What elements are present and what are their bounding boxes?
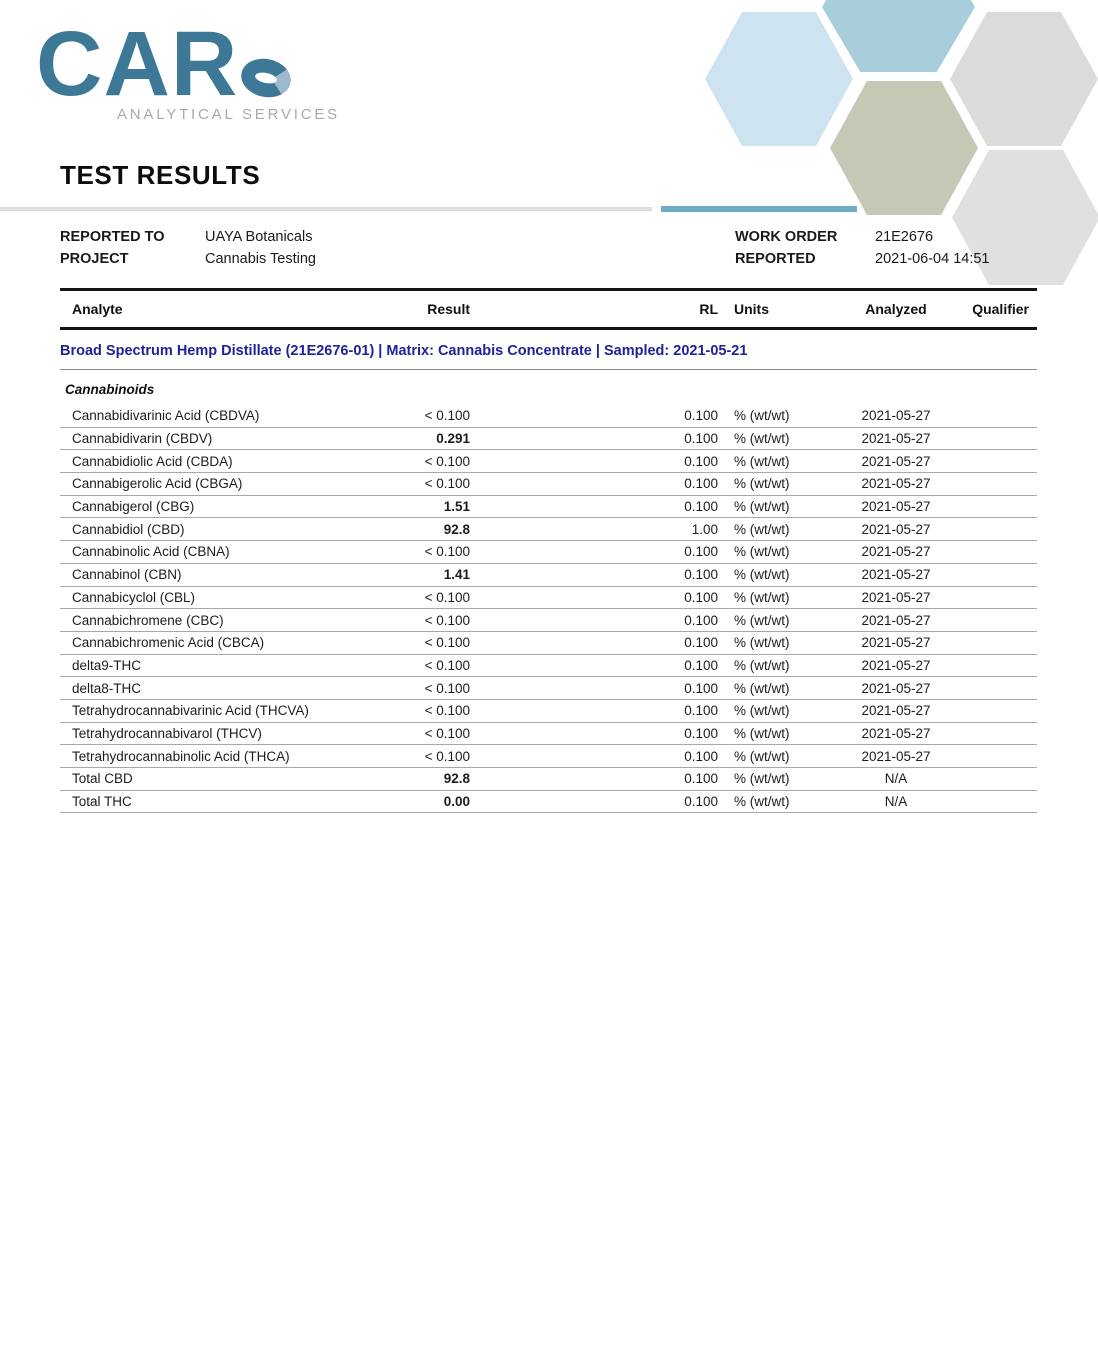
result-cell: 92.8 [443, 521, 470, 537]
hexagon-gray-top [950, 12, 1098, 146]
units-cell: % (wt/wt) [734, 521, 790, 537]
page-title: TEST RESULTS [60, 160, 261, 190]
units-cell: % (wt/wt) [734, 771, 790, 787]
work-order-row [735, 226, 990, 248]
analyte-cell: Cannabigerolic Acid (CBGA) [72, 476, 243, 492]
hexagon-olive [830, 81, 978, 215]
units-cell: % (wt/wt) [734, 408, 790, 424]
analyte-cell: Cannabidivarin (CBDV) [72, 431, 213, 447]
analyzed-cell: 2021-05-27 [861, 453, 931, 469]
analyte-cell: Cannabinol (CBN) [72, 567, 182, 583]
work-order-value: 21E2676 [875, 229, 934, 245]
sample-header: Broad Spectrum Hemp Distillate (21E2676-01) | Matrix: Cannabis Concentrate | Sampled: 2021-05-21 [60, 343, 748, 359]
units-cell: % (wt/wt) [734, 725, 790, 741]
column-header-result: Result [427, 301, 470, 317]
units-cell: % (wt/wt) [734, 453, 790, 469]
table-row [60, 655, 1037, 678]
rl-cell: 0.100 [684, 657, 718, 673]
rl-cell: 0.100 [684, 771, 718, 787]
table-row [60, 473, 1037, 496]
table-row [60, 723, 1037, 746]
logo-o-ring-icon [238, 54, 295, 102]
analyte-cell: delta8-THC [72, 680, 142, 696]
analyte-cell: Tetrahydrocannabivarinic Acid (THCVA) [72, 703, 309, 719]
analyzed-cell: 2021-05-27 [861, 748, 931, 764]
rl-cell: 0.100 [684, 476, 718, 492]
result-cell: 1.51 [443, 499, 470, 515]
analyzed-cell: N/A [884, 794, 908, 810]
work-order-label: WORK ORDER [735, 229, 838, 245]
result-cell: < 0.100 [424, 703, 470, 719]
result-cell: < 0.100 [424, 544, 470, 560]
result-cell: < 0.100 [424, 680, 470, 696]
table-row [60, 768, 1037, 791]
logo-wordmark-text: CAR [36, 13, 239, 115]
rl-cell: 0.100 [684, 589, 718, 605]
analyte-cell: Tetrahydrocannabivarol (THCV) [72, 725, 262, 741]
rl-cell: 0.100 [684, 725, 718, 741]
reported-to-label: REPORTED TO [60, 229, 165, 245]
units-cell: % (wt/wt) [734, 567, 790, 583]
result-cell: < 0.100 [424, 635, 470, 651]
analyte-cell: Total CBD [72, 771, 133, 787]
result-cell: < 0.100 [424, 453, 470, 469]
analyte-cell: Cannabidivarinic Acid (CBDVA) [72, 408, 260, 424]
analyzed-cell: 2021-05-27 [861, 657, 931, 673]
project-label: PROJECT [60, 251, 129, 267]
reported-to-value: UAYA Botanicals [205, 229, 313, 245]
units-cell: % (wt/wt) [734, 794, 790, 810]
result-cell: < 0.100 [424, 657, 470, 673]
caro-logo [36, 13, 291, 115]
analyte-cell: Cannabidiolic Acid (CBDA) [72, 453, 233, 469]
table-row [60, 609, 1037, 632]
rl-cell: 0.100 [684, 635, 718, 651]
result-cell: < 0.100 [424, 589, 470, 605]
rl-cell: 0.100 [684, 544, 718, 560]
reported-row [735, 248, 990, 270]
table-row [60, 745, 1037, 768]
result-cell: 0.291 [436, 431, 470, 447]
project-row [60, 248, 316, 270]
hexagon-medium-blue [822, 0, 975, 72]
logo-tagline: ANALYTICAL SERVICES [117, 106, 340, 123]
column-header-units: Units [734, 301, 769, 317]
analyzed-cell: N/A [884, 771, 908, 787]
analyzed-cell: 2021-05-27 [861, 703, 931, 719]
analyzed-cell: 2021-05-27 [861, 499, 931, 515]
header-divider-blue [661, 206, 857, 212]
report-meta-right [735, 226, 990, 270]
rl-cell: 0.100 [684, 612, 718, 628]
results-table [60, 288, 1037, 813]
analyzed-cell: 2021-05-27 [861, 476, 931, 492]
analyte-cell: Cannabinolic Acid (CBNA) [72, 544, 230, 560]
column-header-rl: RL [699, 301, 718, 317]
hexagon-light-blue [705, 12, 853, 146]
units-cell: % (wt/wt) [734, 476, 790, 492]
result-cell: 1.41 [443, 567, 470, 583]
analyzed-cell: 2021-05-27 [861, 589, 931, 605]
table-row [60, 632, 1037, 655]
analyzed-cell: 2021-05-27 [861, 635, 931, 651]
result-cell: 0.00 [443, 794, 470, 810]
rl-cell: 0.100 [684, 680, 718, 696]
table-header-row [60, 291, 1037, 327]
table-row [60, 405, 1037, 428]
table-row [60, 518, 1037, 541]
table-row [60, 450, 1037, 473]
result-cell: 92.8 [443, 771, 470, 787]
column-header-analyzed: Analyzed [865, 301, 927, 317]
header-divider-gray [0, 207, 652, 211]
project-value: Cannabis Testing [205, 251, 316, 267]
section-label-cannabinoids: Cannabinoids [65, 382, 155, 397]
analyzed-cell: 2021-05-27 [861, 408, 931, 424]
units-cell: % (wt/wt) [734, 703, 790, 719]
result-cell: < 0.100 [424, 612, 470, 628]
rl-cell: 0.100 [684, 567, 718, 583]
reported-to-row [60, 226, 316, 248]
table-row [60, 496, 1037, 519]
units-cell: % (wt/wt) [734, 589, 790, 605]
analyzed-cell: 2021-05-27 [861, 725, 931, 741]
table-row [60, 564, 1037, 587]
column-header-analyte: Analyte [72, 301, 123, 317]
analyte-cell: Tetrahydrocannabinolic Acid (THCA) [72, 748, 290, 764]
reported-label: REPORTED [735, 251, 816, 267]
table-row [60, 791, 1037, 814]
result-cell: < 0.100 [424, 725, 470, 741]
rl-cell: 1.00 [691, 521, 718, 537]
units-cell: % (wt/wt) [734, 544, 790, 560]
reported-value: 2021-06-04 14:51 [875, 251, 990, 267]
rl-cell: 0.100 [684, 748, 718, 764]
rl-cell: 0.100 [684, 499, 718, 515]
units-cell: % (wt/wt) [734, 499, 790, 515]
table-row [60, 700, 1037, 723]
table-row [60, 587, 1037, 610]
rl-cell: 0.100 [684, 453, 718, 469]
rl-cell: 0.100 [684, 408, 718, 424]
analyte-cell: Cannabigerol (CBG) [72, 499, 195, 515]
analyzed-cell: 2021-05-27 [861, 612, 931, 628]
units-cell: % (wt/wt) [734, 612, 790, 628]
analyte-cell: Cannabichromenic Acid (CBCA) [72, 635, 265, 651]
units-cell: % (wt/wt) [734, 748, 790, 764]
table-row [60, 541, 1037, 564]
table-row [60, 677, 1037, 700]
analyte-cell: Cannabichromene (CBC) [72, 612, 224, 628]
analyzed-cell: 2021-05-27 [861, 680, 931, 696]
analyte-cell: delta9-THC [72, 657, 142, 673]
rl-cell: 0.100 [684, 703, 718, 719]
column-header-qualifier: Qualifier [972, 301, 1029, 317]
rl-cell: 0.100 [684, 431, 718, 447]
analyte-cell: Cannabidiol (CBD) [72, 521, 185, 537]
units-cell: % (wt/wt) [734, 635, 790, 651]
result-cell: < 0.100 [424, 476, 470, 492]
rl-cell: 0.100 [684, 794, 718, 810]
report-meta-left [60, 226, 316, 270]
analyzed-cell: 2021-05-27 [861, 567, 931, 583]
units-cell: % (wt/wt) [734, 680, 790, 696]
analyzed-cell: 2021-05-27 [861, 521, 931, 537]
analyzed-cell: 2021-05-27 [861, 544, 931, 560]
analyzed-cell: 2021-05-27 [861, 431, 931, 447]
result-cell: < 0.100 [424, 748, 470, 764]
table-row [60, 428, 1037, 451]
analyte-cell: Total THC [72, 794, 132, 810]
units-cell: % (wt/wt) [734, 657, 790, 673]
units-cell: % (wt/wt) [734, 431, 790, 447]
results-table-body [60, 405, 1037, 813]
result-cell: < 0.100 [424, 408, 470, 424]
analyte-cell: Cannabicyclol (CBL) [72, 589, 196, 605]
